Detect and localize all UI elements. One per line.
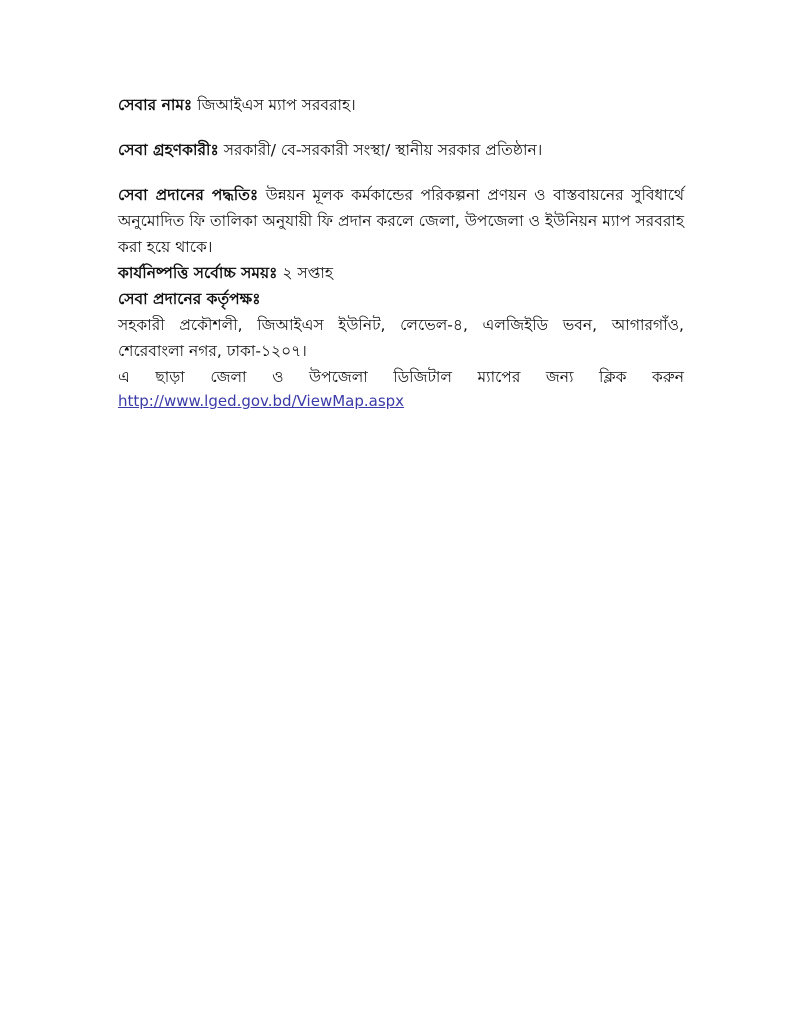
service-method-label: সেবা প্রদানের পদ্ধতিঃ [118,186,259,204]
max-time-paragraph [118,260,684,286]
service-name-label: সেবার নামঃ [118,96,193,114]
authority-address: সহকারী প্রকৌশলী, জিআইএস ইউনিট, লেভেল-৪, এলজিইডি ভবন, আগারগাঁও, শেরেবাংলা নগর, ঢাকা-১২০৭। [118,316,684,360]
service-name-value: জিআইএস ম্যাপ সরবরাহ। [197,96,356,114]
authority-heading [118,286,684,312]
service-method-value: উন্নয়ন মূলক কর্মকান্ডের পরিকল্পনা প্রণয়ন ও বাস্তবায়নের সুবিধার্থে অনুমোদিত ফি তালিকা অনুযায়ী ফি প্রদান করলে জেলা, উপজেলা ও ইউনিয়ন ম্যাপ সরবরাহ করা হয়ে থাকে। [118,186,684,256]
digital-map-text: এ ছাড়া জেলা ও উপজেলা ডিজিটাল ম্যাপের জন্য ক্লিক করুন [118,368,684,386]
max-time-label: কার্যনিষ্পত্তি সর্বোচ্চ সময়ঃ [118,264,278,282]
service-recipient-paragraph [118,137,684,163]
authority-label: সেবা প্রদানের কর্তৃপক্ষঃ [118,290,261,308]
max-time-value: ২ সপ্তাহ [282,264,333,282]
view-map-link[interactable]: http://www.lged.gov.bd/ViewMap.aspx [118,392,405,410]
service-method-paragraph [118,182,684,260]
service-recipient-value: সরকারী/ বে-সরকারী সংস্থা/ স্থানীয় সরকার প্রতিষ্ঠান। [223,141,543,159]
document-body [118,92,684,414]
service-recipient-label: সেবা গ্রহণকারীঃ [118,141,219,159]
service-name-paragraph [118,92,684,118]
